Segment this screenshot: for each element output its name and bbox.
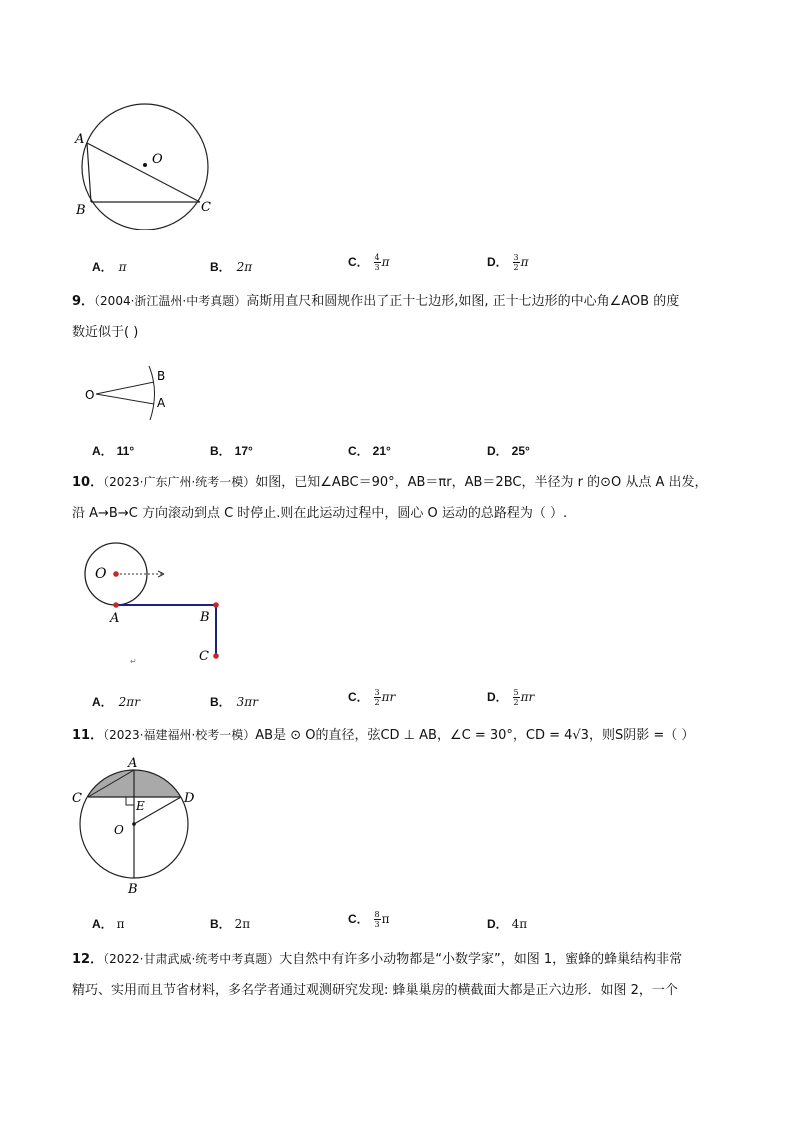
q10-option-a-label: A． <box>92 695 113 709</box>
q9-arc <box>149 366 155 420</box>
q11-option-a[interactable] <box>92 915 125 932</box>
q8-label-c: C <box>201 200 211 215</box>
q10-source: （2023·广东广州·统考一模） <box>103 475 256 489</box>
q9-option-b-label: B． <box>210 444 231 458</box>
q11-option-d-label: D． <box>487 917 508 931</box>
q11-right-angle-mark <box>126 797 134 805</box>
q10-option-b-label: B． <box>210 695 231 709</box>
q12-body1: 大自然中有许多小动物都是“小数学家”，如图 1，蜜蜂的蜂巢结构非常 <box>279 952 683 967</box>
q8-label-o: O <box>152 152 163 167</box>
q11-label-o: O <box>114 823 124 837</box>
q9-line1 <box>72 286 732 317</box>
q9-option-d-value: 25° <box>511 444 530 458</box>
q9-option-b-value: 17° <box>234 444 253 458</box>
q9-text <box>72 286 732 348</box>
q8-center-dot <box>143 163 147 167</box>
q11-option-b-value: 2π <box>234 917 251 931</box>
q10-number: 10． <box>72 475 104 490</box>
q10-option-d-label: D． <box>487 690 508 704</box>
q10-point-a <box>113 602 119 608</box>
q9-ray-oa <box>96 394 154 404</box>
q8-option-d-label: D． <box>487 255 508 269</box>
q11-label-c: C <box>72 791 82 806</box>
q8-option-c-label: C． <box>348 255 369 269</box>
q10-label-a: A <box>110 611 120 626</box>
q9-label-o: O <box>85 388 95 402</box>
q11-option-a-label: A． <box>92 917 113 931</box>
q10-option-b-value: 3πr <box>236 695 258 709</box>
q11-option-b[interactable] <box>210 915 250 932</box>
q11-option-c-fraction: $\frac{8}{3}$ <box>374 910 380 929</box>
q8-label-b: B <box>76 203 86 218</box>
q10-label-o: O <box>95 566 107 582</box>
q11-source: （2023·福建福州·校考一模） <box>103 728 256 742</box>
q10-line1 <box>72 467 732 498</box>
q9-line2: 数近似于( ) <box>72 325 139 340</box>
q9-source: （2004·浙江温州·中考真题） <box>94 294 247 308</box>
q11-option-a-value: π <box>116 917 125 931</box>
q8-chord-ac <box>87 143 200 202</box>
q9-option-a-value: 11° <box>116 444 135 458</box>
q11-text <box>72 720 732 751</box>
q10-option-b[interactable] <box>210 693 258 710</box>
q10-text <box>72 467 732 529</box>
q9-label-a: A <box>157 396 166 410</box>
q11-label-a: A <box>128 756 138 771</box>
q11-figure <box>66 752 206 902</box>
q9-option-c-label: C． <box>348 444 369 458</box>
q10-label-c: C <box>199 649 209 664</box>
q11-option-d-value: 4π <box>511 917 528 931</box>
q9-option-c-value: 21° <box>372 444 391 458</box>
q10-option-c[interactable]: C． $\frac{3}{2}$ πr <box>348 688 396 707</box>
q9-option-b[interactable] <box>210 442 253 459</box>
q10-option-a-value: 2πr <box>118 695 140 709</box>
q10-option-d[interactable]: D． $\frac{5}{2}$ πr <box>487 688 535 707</box>
q11-line1 <box>72 720 732 751</box>
q11-number: 11． <box>72 728 104 743</box>
q9-option-d-label: D． <box>487 444 508 458</box>
q8-option-b-value: 2π <box>236 260 253 274</box>
q8-option-d[interactable]: D． $\frac{3}{2}$ π <box>487 253 529 272</box>
q10-point-b <box>213 602 219 608</box>
q9-option-c[interactable] <box>348 442 391 459</box>
q12-line2: 精巧、实用而且节省材料，多名学者通过观测研究发现: 蜂巢巢房的横截面大都是正六边形．如图 2，一个 <box>72 983 678 998</box>
q9-body1: 高斯用直尺和圆规作出了正十七边形,如图, 正十七边形的中心角∠AOB 的度 <box>246 294 680 309</box>
q8-figure <box>70 100 220 230</box>
q8-option-c[interactable]: C． $\frac{4}{3}$ π <box>348 253 390 272</box>
q8-option-a-label: A． <box>92 260 113 274</box>
q12-line1 <box>72 944 732 975</box>
q10-option-c-label: C． <box>348 690 369 704</box>
q11-option-d[interactable] <box>487 915 527 932</box>
q9-figure <box>82 360 182 420</box>
q10-return-mark: ↵ <box>130 657 137 666</box>
q11-option-b-label: B． <box>210 917 231 931</box>
q10-point-o <box>113 571 119 577</box>
q10-option-d-fraction: $\frac{5}{2}$ <box>513 688 519 707</box>
q11-label-d: D <box>184 791 195 806</box>
q11-label-b: B <box>128 882 138 897</box>
q11-center-dot <box>132 822 136 826</box>
q10-label-b: B <box>200 610 210 625</box>
q9-number: 9． <box>72 294 95 309</box>
q9-option-a-label: A． <box>92 444 113 458</box>
q12-number: 12． <box>72 952 104 967</box>
q10-option-a[interactable] <box>92 693 140 710</box>
q9-option-d[interactable] <box>487 442 530 459</box>
q12-text <box>72 944 732 1006</box>
q11-option-c[interactable]: C． $\frac{8}{3}$ π <box>348 910 390 929</box>
q10-point-c <box>213 653 219 659</box>
q8-option-b[interactable] <box>210 258 252 275</box>
q8-option-d-fraction: $\frac{3}{2}$ <box>513 253 519 272</box>
q8-option-a-value: π <box>118 260 127 274</box>
q8-option-a[interactable] <box>92 258 127 275</box>
q8-option-c-fraction: $\frac{4}{3}$ <box>374 253 380 272</box>
q11-option-c-label: C． <box>348 912 369 926</box>
q12-source: （2022·甘肃武威·统考中考真题） <box>103 952 280 966</box>
q8-option-b-label: B． <box>210 260 231 274</box>
q11-label-e: E <box>136 799 145 813</box>
q10-line2: 沿 A→B→C 方向滚动到点 C 时停止.则在此运动过程中，圆心 O 运动的总路程为（ ）. <box>72 506 568 521</box>
q10-option-c-fraction: $\frac{3}{2}$ <box>374 688 380 707</box>
q10-figure <box>78 540 238 670</box>
q9-option-a[interactable] <box>92 442 134 459</box>
q8-label-a: A <box>75 132 85 147</box>
q9-label-b: B <box>157 369 166 383</box>
q10-body1: 如图，已知∠ABC＝90°，AB＝πr，AB＝2BC，半径为 r 的⊙O 从点 A 出发， <box>255 475 708 490</box>
q11-body1: AB是 ⊙ O的直径，弦CD ⊥ AB，∠C = 30°，CD = 4√3，则S阴影 =（ ） <box>255 728 695 743</box>
q9-ray-ob <box>96 382 154 394</box>
